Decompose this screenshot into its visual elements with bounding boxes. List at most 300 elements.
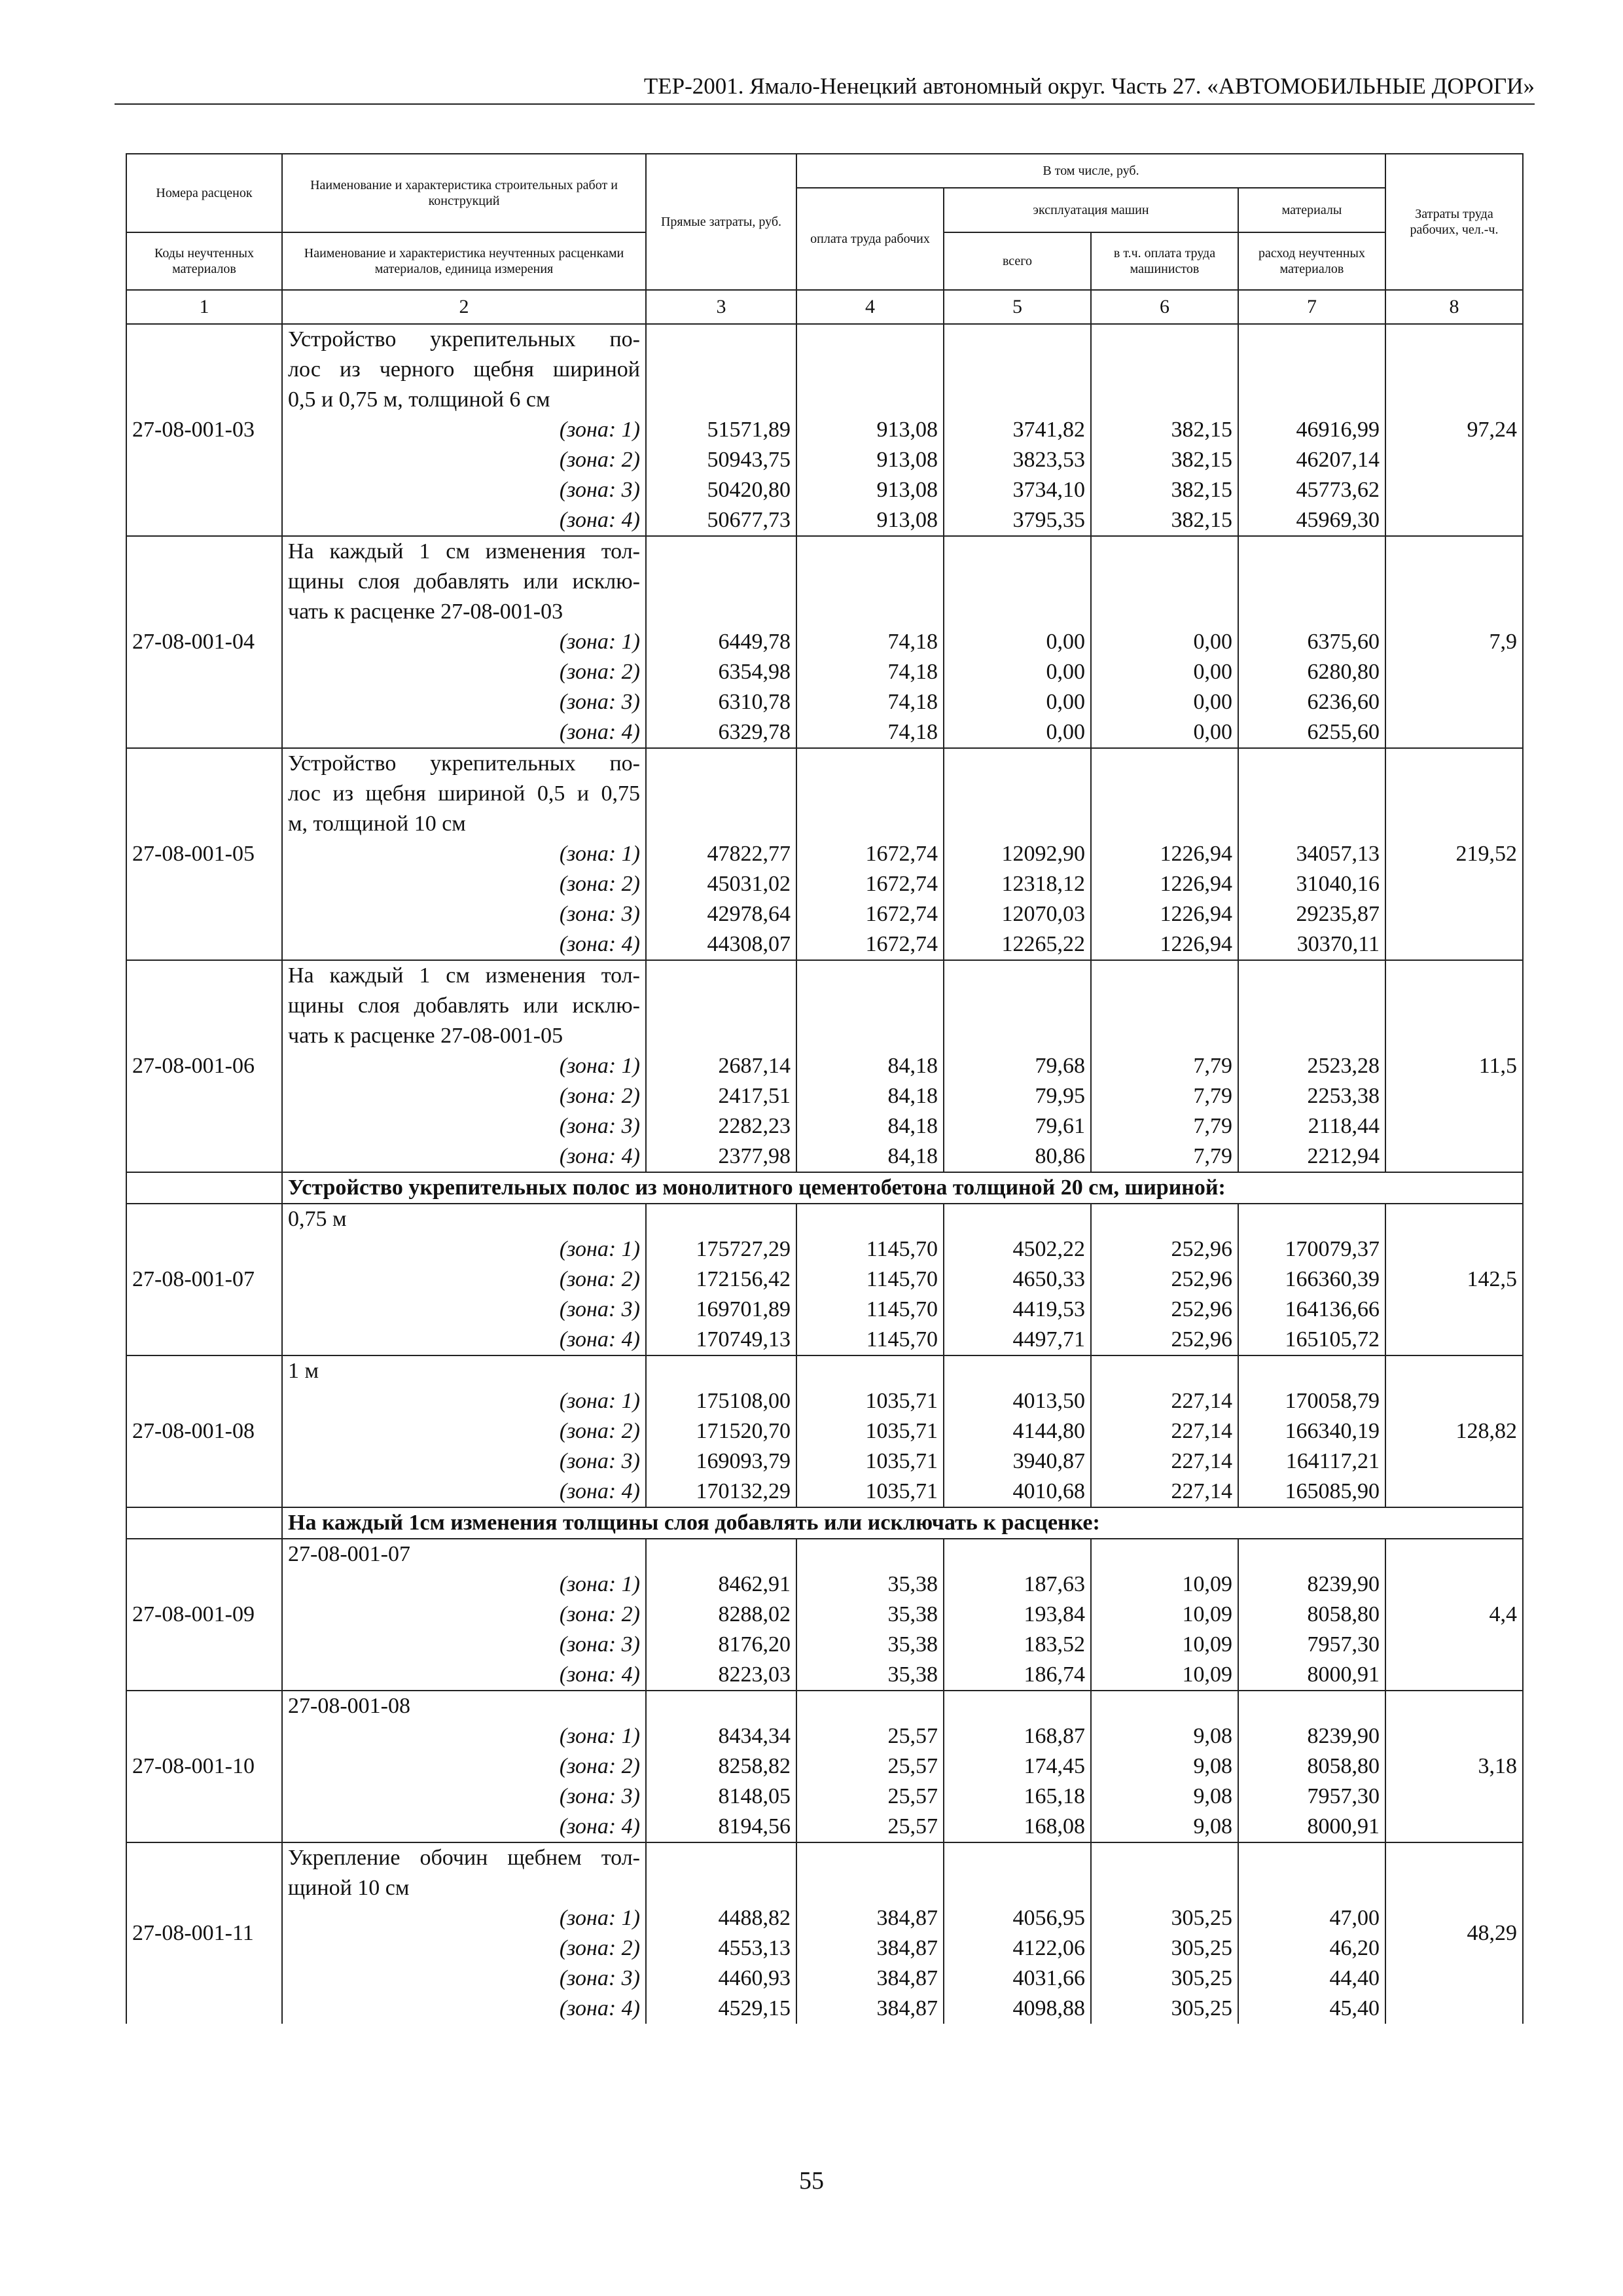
zone-row xyxy=(126,1660,1523,1691)
empty-cell xyxy=(1091,960,1238,1051)
description-line: м, толщиной 10 см xyxy=(288,812,466,836)
empty-cell xyxy=(1091,1539,1238,1570)
rate-code: 27-08-001-09 xyxy=(126,1539,282,1691)
zone-label: (зона: 4) xyxy=(282,1812,646,1842)
labor-cost: 7,9 xyxy=(1385,536,1523,748)
operators-pay: 227,14 xyxy=(1091,1477,1238,1507)
zone-row xyxy=(126,1782,1523,1812)
materials-usage: 170079,37 xyxy=(1238,1234,1385,1265)
operators-pay: 227,14 xyxy=(1091,1386,1238,1416)
column-number: 8 xyxy=(1385,290,1523,324)
materials-usage: 2253,38 xyxy=(1238,1081,1385,1111)
empty-cell xyxy=(646,1842,796,1903)
description-line: щины слоя добавлять или исклю- xyxy=(288,994,640,1018)
direct-cost: 4529,15 xyxy=(646,1994,796,2024)
empty-cell xyxy=(1091,1355,1238,1386)
zone-label: (зона: 1) xyxy=(282,1051,646,1081)
zone-row xyxy=(126,657,1523,687)
page-number: 55 xyxy=(799,2167,824,2195)
empty-cell xyxy=(944,324,1091,415)
zone-label: (зона: 1) xyxy=(282,1903,646,1933)
empty-cell xyxy=(944,1539,1091,1570)
zone-label: (зона: 1) xyxy=(282,1721,646,1751)
zone-label: (зона: 4) xyxy=(282,1477,646,1507)
empty-cell xyxy=(796,536,944,627)
machines-total: 79,95 xyxy=(944,1081,1091,1111)
zone-label: (зона: 3) xyxy=(282,1782,646,1812)
zone-label: (зона: 4) xyxy=(282,929,646,960)
materials-usage: 46916,99 xyxy=(1238,415,1385,445)
zone-row xyxy=(126,1446,1523,1477)
direct-cost: 169093,79 xyxy=(646,1446,796,1477)
rate-description xyxy=(282,1204,646,1234)
machines-total: 174,45 xyxy=(944,1751,1091,1782)
rate-description xyxy=(282,1691,646,1721)
table-body xyxy=(126,324,1523,2024)
operators-pay: 0,00 xyxy=(1091,717,1238,748)
zone-label: (зона: 3) xyxy=(282,899,646,929)
labor-pay: 35,38 xyxy=(796,1570,944,1600)
header-name-bottom: Наименование и характеристика неучтенных расценками материалов, единица измерения xyxy=(282,232,646,290)
machines-total: 4013,50 xyxy=(944,1386,1091,1416)
machines-total: 4010,68 xyxy=(944,1477,1091,1507)
machines-total: 4419,53 xyxy=(944,1295,1091,1325)
table-header xyxy=(126,154,1523,290)
direct-cost: 8434,34 xyxy=(646,1721,796,1751)
zone-label: (зона: 1) xyxy=(282,627,646,657)
labor-pay: 913,08 xyxy=(796,475,944,505)
machines-total: 3795,35 xyxy=(944,505,1091,536)
direct-cost: 50677,73 xyxy=(646,505,796,536)
empty-cell xyxy=(1091,324,1238,415)
labor-cost: 11,5 xyxy=(1385,960,1523,1172)
labor-pay: 384,87 xyxy=(796,1903,944,1933)
description-line: 0,5 и 0,75 м, толщиной 6 см xyxy=(288,387,550,412)
zone-row xyxy=(126,717,1523,748)
zone-row xyxy=(126,1234,1523,1265)
machines-total: 3823,53 xyxy=(944,445,1091,475)
direct-cost: 47822,77 xyxy=(646,839,796,869)
empty-cell xyxy=(646,1204,796,1234)
zone-row xyxy=(126,1051,1523,1081)
materials-usage: 44,40 xyxy=(1238,1964,1385,1994)
empty-cell xyxy=(646,748,796,839)
labor-pay: 1035,71 xyxy=(796,1416,944,1446)
zone-row xyxy=(126,1081,1523,1111)
machines-total: 4098,88 xyxy=(944,1994,1091,2024)
labor-cost: 3,18 xyxy=(1385,1691,1523,1842)
materials-usage: 165085,90 xyxy=(1238,1477,1385,1507)
labor-pay: 35,38 xyxy=(796,1630,944,1660)
machines-total: 4502,22 xyxy=(944,1234,1091,1265)
zone-label: (зона: 3) xyxy=(282,475,646,505)
operators-pay: 9,08 xyxy=(1091,1721,1238,1751)
rate-code: 27-08-001-07 xyxy=(126,1204,282,1355)
direct-cost: 8288,02 xyxy=(646,1600,796,1630)
zone-label: (зона: 4) xyxy=(282,1994,646,2024)
description-line: лос из черного щебня шириной xyxy=(288,357,640,382)
rate-code: 27-08-001-03 xyxy=(126,324,282,536)
direct-cost: 8176,20 xyxy=(646,1630,796,1660)
column-numbers xyxy=(126,290,1523,324)
zone-row xyxy=(126,1325,1523,1355)
group-heading-row xyxy=(126,1172,1523,1204)
zone-label: (зона: 2) xyxy=(282,1265,646,1295)
direct-cost: 50420,80 xyxy=(646,475,796,505)
labor-pay: 84,18 xyxy=(796,1051,944,1081)
document-title: ТЕР-2001. Ямало-Ненецкий автономный округ. Часть 27. «АВТОМОБИЛЬНЫЕ ДОРОГИ» xyxy=(643,73,1535,99)
zone-label: (зона: 1) xyxy=(282,1570,646,1600)
materials-usage: 7957,30 xyxy=(1238,1630,1385,1660)
operators-pay: 9,08 xyxy=(1091,1782,1238,1812)
operators-pay: 382,15 xyxy=(1091,445,1238,475)
direct-cost: 2687,14 xyxy=(646,1051,796,1081)
operators-pay: 252,96 xyxy=(1091,1265,1238,1295)
zone-label: (зона: 1) xyxy=(282,1386,646,1416)
rate-description xyxy=(282,324,646,415)
column-number: 2 xyxy=(282,290,646,324)
description-line: 27-08-001-08 xyxy=(288,1694,410,1718)
zone-label: (зона: 2) xyxy=(282,1416,646,1446)
labor-cost: 48,29 xyxy=(1385,1842,1523,2024)
materials-usage: 6375,60 xyxy=(1238,627,1385,657)
machines-total: 4056,95 xyxy=(944,1903,1091,1933)
machines-total: 79,68 xyxy=(944,1051,1091,1081)
materials-usage: 45,40 xyxy=(1238,1994,1385,2024)
header-machines-total: всего xyxy=(944,232,1091,290)
machines-total: 4122,06 xyxy=(944,1933,1091,1964)
labor-pay: 1145,70 xyxy=(796,1295,944,1325)
zone-row xyxy=(126,1994,1523,2024)
page-header xyxy=(115,72,1535,105)
materials-usage: 6236,60 xyxy=(1238,687,1385,717)
zone-label: (зона: 4) xyxy=(282,1141,646,1172)
materials-usage: 166360,39 xyxy=(1238,1265,1385,1295)
header-name-top: Наименование и характеристика строительных работ и конструкций xyxy=(282,154,646,232)
empty-cell xyxy=(796,960,944,1051)
zone-row xyxy=(126,1903,1523,1933)
empty-cell xyxy=(796,1539,944,1570)
group-heading-row xyxy=(126,1507,1523,1539)
empty-cell xyxy=(1091,1691,1238,1721)
zone-row xyxy=(126,869,1523,899)
operators-pay: 252,96 xyxy=(1091,1295,1238,1325)
operators-pay: 382,15 xyxy=(1091,475,1238,505)
empty-cell xyxy=(646,1539,796,1570)
operators-pay: 1226,94 xyxy=(1091,899,1238,929)
materials-usage: 170058,79 xyxy=(1238,1386,1385,1416)
zone-row xyxy=(126,1600,1523,1630)
direct-cost: 45031,02 xyxy=(646,869,796,899)
zone-row xyxy=(126,475,1523,505)
zone-label: (зона: 2) xyxy=(282,1751,646,1782)
zone-label: (зона: 2) xyxy=(282,869,646,899)
machines-total: 168,08 xyxy=(944,1812,1091,1842)
zone-row xyxy=(126,687,1523,717)
operators-pay: 9,08 xyxy=(1091,1751,1238,1782)
column-number: 1 xyxy=(126,290,282,324)
machines-total: 3741,82 xyxy=(944,415,1091,445)
machines-total: 183,52 xyxy=(944,1630,1091,1660)
machines-total: 4031,66 xyxy=(944,1964,1091,1994)
materials-usage: 8239,90 xyxy=(1238,1721,1385,1751)
rate-row xyxy=(126,960,1523,1051)
empty-cell xyxy=(646,1355,796,1386)
direct-cost: 175108,00 xyxy=(646,1386,796,1416)
materials-usage: 7957,30 xyxy=(1238,1782,1385,1812)
empty-cell xyxy=(796,1204,944,1234)
labor-cost: 4,4 xyxy=(1385,1539,1523,1691)
empty-cell xyxy=(1238,1355,1385,1386)
empty-cell xyxy=(1238,1539,1385,1570)
zone-row xyxy=(126,1570,1523,1600)
rate-code: 27-08-001-11 xyxy=(126,1842,282,2024)
empty-cell xyxy=(796,1355,944,1386)
zone-row xyxy=(126,627,1523,657)
materials-usage: 46,20 xyxy=(1238,1933,1385,1964)
direct-cost: 2282,23 xyxy=(646,1111,796,1141)
machines-total: 79,61 xyxy=(944,1111,1091,1141)
zone-row xyxy=(126,1721,1523,1751)
machines-total: 4650,33 xyxy=(944,1265,1091,1295)
zone-label: (зона: 1) xyxy=(282,839,646,869)
machines-total: 168,87 xyxy=(944,1721,1091,1751)
operators-pay: 305,25 xyxy=(1091,1994,1238,2024)
description-line: На каждый 1 см изменения тол- xyxy=(288,963,640,988)
materials-usage: 164136,66 xyxy=(1238,1295,1385,1325)
operators-pay: 10,09 xyxy=(1091,1600,1238,1630)
zone-label: (зона: 2) xyxy=(282,445,646,475)
materials-usage: 47,00 xyxy=(1238,1903,1385,1933)
header-code-bottom: Коды неучтенных материалов xyxy=(126,232,282,290)
labor-pay: 1145,70 xyxy=(796,1325,944,1355)
labor-pay: 84,18 xyxy=(796,1141,944,1172)
materials-usage: 8058,80 xyxy=(1238,1600,1385,1630)
rate-code: 27-08-001-08 xyxy=(126,1355,282,1507)
direct-cost: 6449,78 xyxy=(646,627,796,657)
rate-row xyxy=(126,324,1523,415)
operators-pay: 7,79 xyxy=(1091,1141,1238,1172)
operators-pay: 0,00 xyxy=(1091,687,1238,717)
header-labor-costs: Затраты труда рабочих, чел.-ч. xyxy=(1385,154,1523,290)
direct-cost: 8258,82 xyxy=(646,1751,796,1782)
labor-cost: 97,24 xyxy=(1385,324,1523,536)
empty-cell xyxy=(1238,1204,1385,1234)
materials-usage: 165105,72 xyxy=(1238,1325,1385,1355)
empty-cell xyxy=(796,324,944,415)
empty-cell xyxy=(944,536,1091,627)
column-number: 7 xyxy=(1238,290,1385,324)
direct-cost: 175727,29 xyxy=(646,1234,796,1265)
zone-label: (зона: 4) xyxy=(282,1325,646,1355)
direct-cost: 6354,98 xyxy=(646,657,796,687)
header-machines: эксплуатация машин xyxy=(944,188,1238,232)
rate-description xyxy=(282,536,646,627)
machines-total: 0,00 xyxy=(944,687,1091,717)
labor-pay: 1672,74 xyxy=(796,869,944,899)
description-line: чать к расценке 27-08-001-05 xyxy=(288,1024,563,1048)
operators-pay: 382,15 xyxy=(1091,505,1238,536)
machines-total: 4497,71 xyxy=(944,1325,1091,1355)
materials-usage: 8000,91 xyxy=(1238,1660,1385,1691)
zone-row xyxy=(126,839,1523,869)
machines-total: 186,74 xyxy=(944,1660,1091,1691)
labor-pay: 384,87 xyxy=(796,1994,944,2024)
empty-cell xyxy=(1091,1842,1238,1903)
materials-usage: 6255,60 xyxy=(1238,717,1385,748)
zone-row xyxy=(126,1812,1523,1842)
rate-code: 27-08-001-05 xyxy=(126,748,282,960)
column-number: 4 xyxy=(796,290,944,324)
machines-total: 80,86 xyxy=(944,1141,1091,1172)
empty-cell xyxy=(646,536,796,627)
empty-cell xyxy=(796,748,944,839)
rate-row xyxy=(126,1355,1523,1386)
operators-pay: 7,79 xyxy=(1091,1051,1238,1081)
zone-label: (зона: 4) xyxy=(282,1660,646,1691)
machines-total: 12092,90 xyxy=(944,839,1091,869)
empty-cell xyxy=(944,960,1091,1051)
machines-total: 3734,10 xyxy=(944,475,1091,505)
machines-total: 0,00 xyxy=(944,717,1091,748)
direct-cost: 170749,13 xyxy=(646,1325,796,1355)
direct-cost: 51571,89 xyxy=(646,415,796,445)
zone-label: (зона: 1) xyxy=(282,415,646,445)
empty-cell xyxy=(646,960,796,1051)
operators-pay: 227,14 xyxy=(1091,1446,1238,1477)
materials-usage: 8239,90 xyxy=(1238,1570,1385,1600)
rate-row xyxy=(126,1691,1523,1721)
materials-usage: 29235,87 xyxy=(1238,899,1385,929)
machines-total: 0,00 xyxy=(944,627,1091,657)
machines-total: 12318,12 xyxy=(944,869,1091,899)
zone-row xyxy=(126,1964,1523,1994)
header-machines-operators: в т.ч. оплата труда машинистов xyxy=(1091,232,1238,290)
materials-usage: 45969,30 xyxy=(1238,505,1385,536)
header-materials-usage: расход неучтенных материалов xyxy=(1238,232,1385,290)
labor-pay: 1035,71 xyxy=(796,1446,944,1477)
labor-pay: 384,87 xyxy=(796,1933,944,1964)
machines-total: 0,00 xyxy=(944,657,1091,687)
operators-pay: 10,09 xyxy=(1091,1660,1238,1691)
zone-row xyxy=(126,1265,1523,1295)
rate-code: 27-08-001-04 xyxy=(126,536,282,748)
materials-usage: 6280,80 xyxy=(1238,657,1385,687)
zone-row xyxy=(126,1933,1523,1964)
rate-description xyxy=(282,748,646,839)
column-number: 5 xyxy=(944,290,1091,324)
description-line: щиной 10 см xyxy=(288,1876,410,1900)
empty-cell xyxy=(646,324,796,415)
materials-usage: 2118,44 xyxy=(1238,1111,1385,1141)
zone-row xyxy=(126,1295,1523,1325)
zone-row xyxy=(126,899,1523,929)
description-line: На каждый 1 см изменения тол- xyxy=(288,539,640,564)
group-heading: На каждый 1см изменения толщины слоя добавлять или исключать к расценке: xyxy=(282,1507,1523,1539)
rate-description xyxy=(282,960,646,1051)
header-materials: материалы xyxy=(1238,188,1385,232)
rate-row xyxy=(126,1539,1523,1570)
empty-cell xyxy=(1238,324,1385,415)
labor-pay: 74,18 xyxy=(796,687,944,717)
header-direct-costs: Прямые затраты, руб. xyxy=(646,154,796,290)
empty-cell xyxy=(944,1204,1091,1234)
rate-row xyxy=(126,748,1523,839)
zone-row xyxy=(126,445,1523,475)
operators-pay: 382,15 xyxy=(1091,415,1238,445)
zone-row xyxy=(126,1477,1523,1507)
description-line: Устройство укрепительных по- xyxy=(288,751,640,776)
materials-usage: 45773,62 xyxy=(1238,475,1385,505)
zone-label: (зона: 1) xyxy=(282,1234,646,1265)
materials-usage: 46207,14 xyxy=(1238,445,1385,475)
column-number: 3 xyxy=(646,290,796,324)
zone-label: (зона: 3) xyxy=(282,1295,646,1325)
labor-cost: 142,5 xyxy=(1385,1204,1523,1355)
direct-cost: 171520,70 xyxy=(646,1416,796,1446)
zone-label: (зона: 2) xyxy=(282,657,646,687)
machines-total: 193,84 xyxy=(944,1600,1091,1630)
rate-row xyxy=(126,536,1523,627)
direct-cost: 8462,91 xyxy=(646,1570,796,1600)
zone-label: (зона: 4) xyxy=(282,505,646,536)
header-including: В том числе, руб. xyxy=(796,154,1385,188)
labor-pay: 25,57 xyxy=(796,1721,944,1751)
labor-pay: 1035,71 xyxy=(796,1386,944,1416)
operators-pay: 305,25 xyxy=(1091,1964,1238,1994)
zone-row xyxy=(126,1141,1523,1172)
zone-row xyxy=(126,1111,1523,1141)
direct-cost: 6329,78 xyxy=(646,717,796,748)
operators-pay: 227,14 xyxy=(1091,1416,1238,1446)
labor-pay: 74,18 xyxy=(796,657,944,687)
description-line: Устройство укрепительных по- xyxy=(288,327,640,351)
zone-label: (зона: 2) xyxy=(282,1933,646,1964)
materials-usage: 8058,80 xyxy=(1238,1751,1385,1782)
labor-pay: 384,87 xyxy=(796,1964,944,1994)
labor-pay: 25,57 xyxy=(796,1751,944,1782)
labor-pay: 913,08 xyxy=(796,505,944,536)
description-line: чать к расценке 27-08-001-03 xyxy=(288,600,563,624)
labor-pay: 913,08 xyxy=(796,445,944,475)
header-code-top: Номера расценок xyxy=(126,154,282,232)
zone-label: (зона: 3) xyxy=(282,1964,646,1994)
direct-cost: 4488,82 xyxy=(646,1903,796,1933)
group-spacer xyxy=(126,1172,282,1204)
operators-pay: 9,08 xyxy=(1091,1812,1238,1842)
empty-cell xyxy=(646,1691,796,1721)
empty-cell xyxy=(1238,1842,1385,1903)
labor-pay: 74,18 xyxy=(796,717,944,748)
zone-label: (зона: 2) xyxy=(282,1600,646,1630)
direct-cost: 172156,42 xyxy=(646,1265,796,1295)
description-line: лос из щебня шириной 0,5 и 0,75 xyxy=(288,781,640,806)
description-line: 27-08-001-07 xyxy=(288,1542,410,1566)
operators-pay: 0,00 xyxy=(1091,657,1238,687)
labor-pay: 35,38 xyxy=(796,1600,944,1630)
operators-pay: 10,09 xyxy=(1091,1630,1238,1660)
empty-cell xyxy=(944,1842,1091,1903)
description-line: 0,75 м xyxy=(288,1207,347,1231)
machines-total: 187,63 xyxy=(944,1570,1091,1600)
labor-pay: 84,18 xyxy=(796,1111,944,1141)
labor-pay: 1672,74 xyxy=(796,899,944,929)
operators-pay: 252,96 xyxy=(1091,1234,1238,1265)
zone-label: (зона: 3) xyxy=(282,687,646,717)
direct-cost: 8194,56 xyxy=(646,1812,796,1842)
zone-row xyxy=(126,929,1523,960)
operators-pay: 252,96 xyxy=(1091,1325,1238,1355)
